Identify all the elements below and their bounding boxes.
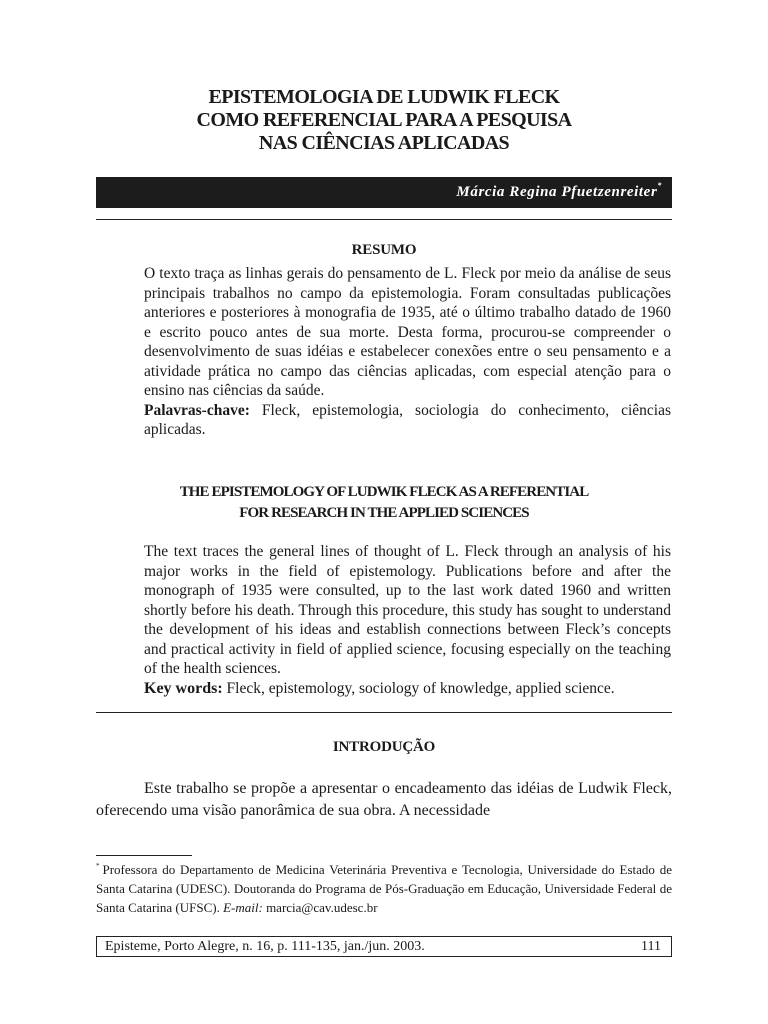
- author-name: Márcia Regina Pfuetzenreiter: [456, 184, 658, 200]
- rule-top: [96, 219, 672, 220]
- title-line: NAS CIÊNCIAS APLICADAS: [258, 132, 510, 154]
- title-line: COMO REFERENCIAL PARA A PESQUISA: [196, 109, 572, 131]
- footnote: [96, 860, 672, 917]
- journal-citation: Episteme, Porto Alegre, n. 16, p. 111-135, jan./jun. 2003.: [105, 939, 425, 954]
- abstract-block: [144, 542, 671, 698]
- keywords-label: Palavras-chave:: [144, 401, 250, 419]
- resumo-keywords: [144, 401, 671, 440]
- keywords-label: Key words:: [144, 679, 223, 697]
- abstract-heading-line: FOR RESEARCH IN THE APPLIED SCIENCES: [239, 505, 529, 521]
- introducao-text: Este trabalho se propõe a apresentar o encadeamento das idéias de Ludwik Fleck, oferecendo uma visão panorâmica de sua obra. A necessidade: [96, 780, 672, 819]
- abstract-text: The text traces the general lines of thought of L. Fleck through an analysis of his major works in the field of epistemology. Publications before and after the monograph of 1935 were consulted, up to the last work dated 1960 and written shortly before his death. Through this procedure, this study has sought to understand the development of his ideas and establish connections between Fleck’s concepts and practical activity in field of applied science, focusing especially on the teaching of the health sciences.: [144, 543, 671, 677]
- author-bar: [96, 177, 672, 208]
- resumo-text: O texto traça as linhas gerais do pensamento de L. Fleck por meio da análise de seus principais trabalhos no campo da epistemologia. Foram consultadas publicações anteriores e posteriores à monografia de 1935, até o último trabalho datado de 1960 e escrito pouco antes de sua morte. Desta forma, procurou-se compreender o desenvolvimento de suas idéias e estabelecer conexões entre o seu pensamento e a atividade prática no campo das ciências aplicadas, com especial atenção para o ensino nas ciências da saúde.: [144, 265, 671, 399]
- rule-bottom: [96, 712, 672, 713]
- footnote-separator: [96, 855, 192, 856]
- email-address[interactable]: marcia@cav.udesc.br: [262, 900, 378, 915]
- introducao-heading: INTRODUÇÃO: [332, 739, 436, 755]
- footnote-marker: *: [96, 862, 100, 870]
- resumo-heading: RESUMO: [351, 242, 417, 258]
- article-title: [96, 86, 672, 155]
- resumo-block: [144, 264, 671, 440]
- keywords-list: Fleck, epistemologia, sociologia do conhecimento, ciências aplicadas.: [144, 401, 671, 438]
- introducao-block: [96, 778, 672, 822]
- abstract-keywords: [144, 679, 671, 699]
- keywords-list: Fleck, epistemology, sociology of knowledge, applied science.: [222, 679, 615, 697]
- abstract-heading: [96, 482, 672, 524]
- abstract-heading-line: THE EPISTEMOLOGY OF LUDWIK FLECK AS A REFERENTIAL: [179, 484, 589, 500]
- email-label: E-mail:: [223, 900, 263, 915]
- author-footnote-marker[interactable]: *: [657, 181, 662, 190]
- page-footer: [96, 936, 672, 957]
- page-number: 111: [641, 939, 661, 954]
- footnote-text: Professora do Departamento de Medicina Veterinária Preventiva e Tecnologia, Universidade do Estado de Santa Catarina (UDESC). Doutoranda do Programa de Pós-Graduação em Educação, Universidade Federal de Santa Catarina (UFSC).: [96, 862, 672, 915]
- title-line: EPISTEMOLOGIA DE LUDWIK FLECK: [208, 86, 560, 108]
